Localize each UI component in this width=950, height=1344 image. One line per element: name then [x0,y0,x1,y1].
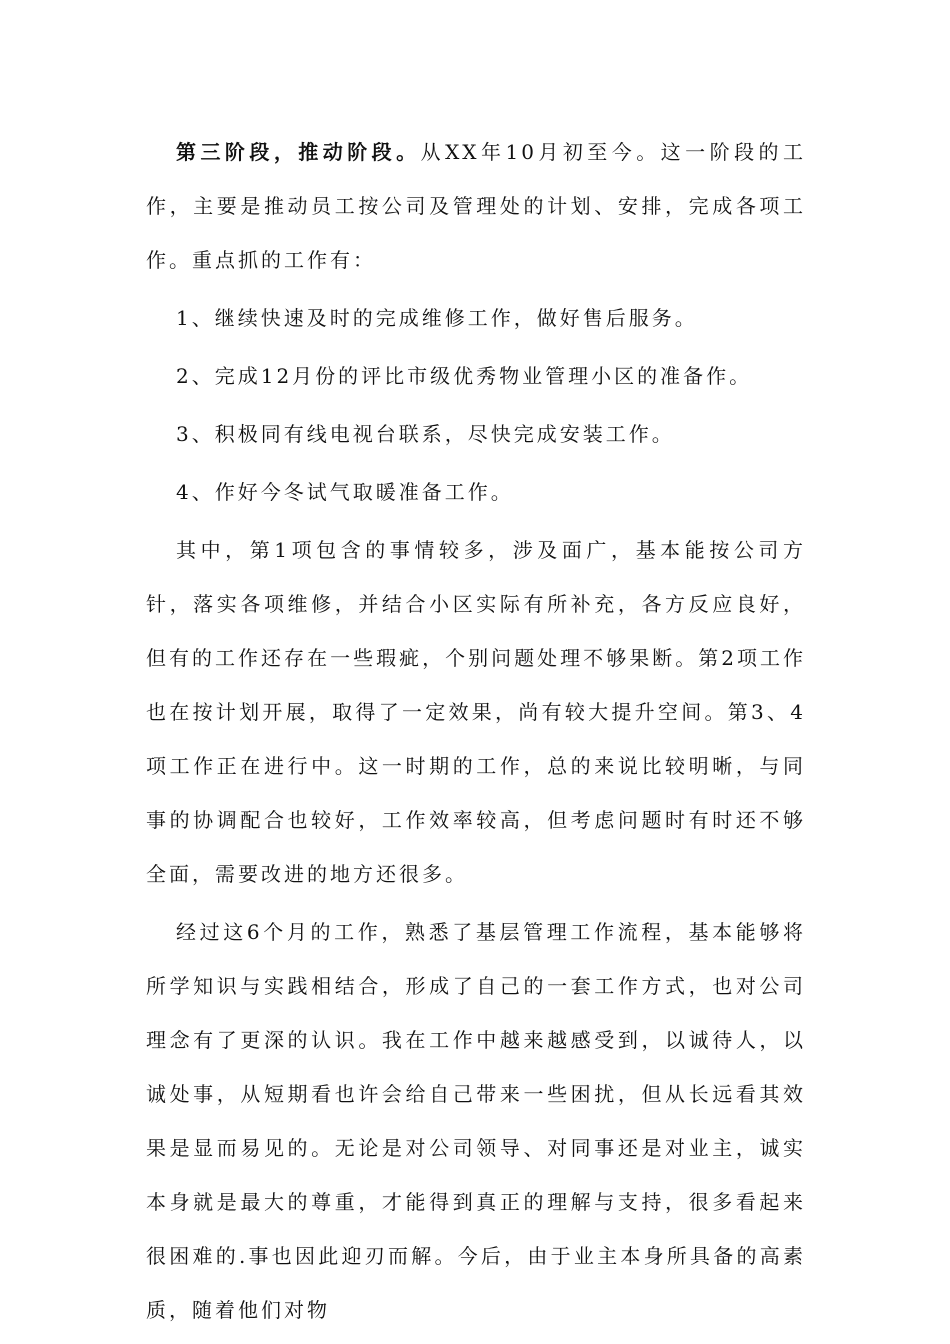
stage-three-heading: 第三阶段，推动阶段。 [176,140,421,164]
list-item: 1、继续快速及时的完成维修工作，做好售后服务。 [176,306,698,330]
paragraph-stage-three [146,125,806,287]
paragraph-reflection: 经过这6个月的工作，熟悉了基层管理工作流程，基本能够将所学知识与实践相结合，形成了自己的一套工作方式，也对公司理念有了更深的认识。我在工作中越来越感受到，以诚待人，以诚处事，从短期看也许会给自己带来一些困扰，但从长远看其效果是显而易见的。无论是对公司领导、对同事还是对业主，诚实本身就是最大的尊重，才能得到真正的理解与支持，很多看起来很困难的.事也因此迎刃而解。今后，由于业主本身所具备的高素质，随着他们对物 [146,920,806,1322]
list-item: 2、完成12月份的评比市级优秀物业管理小区的准备作。 [176,364,753,388]
list-item: 3、积极同有线电视台联系，尽快完成安装工作。 [176,422,675,446]
stage-three-text: 从XX年10月初至今。这一阶段的工作，主要是推动员工按公司及管理处的计划、安排，完成各项工作。重点抓的工作有： [146,140,806,272]
document-body [146,125,806,1337]
paragraph-progress-summary: 其中，第1项包含的事情较多，涉及面广，基本能按公司方针，落实各项维修，并结合小区实际有所补充，各方反应良好，但有的工作还存在一些瑕疵，个别问题处理不够果断。第2项工作也在按计划开展，取得了一定效果，尚有较大提升空间。第3、4项工作正在进行中。这一时期的工作，总的来说比较明晰，与同事的协调配合也较好，工作效率较高，但考虑问题时有时还不够全面，需要改进的地方还很多。 [146,538,806,886]
list-item: 4、作好今冬试气取暖准备工作。 [176,480,514,504]
